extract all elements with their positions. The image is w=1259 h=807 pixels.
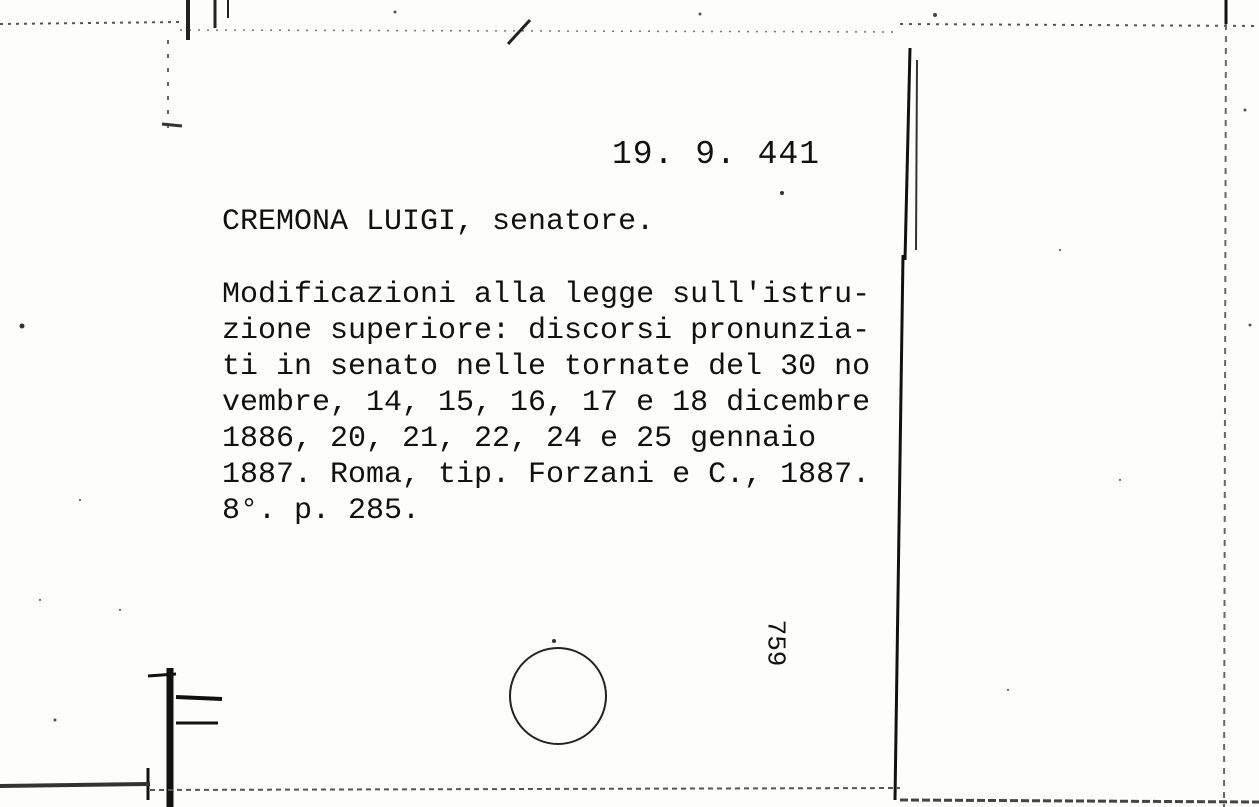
description-line: 1887. Roma, tip. Forzani e C., 1887. (222, 458, 871, 492)
card-vertical-number: 759 (760, 619, 791, 667)
description-line: vembre, 14, 15, 16, 17 e 18 dicembre (222, 386, 871, 420)
description-line: zione superiore: discorsi pronunzia- (222, 314, 871, 348)
description-line: Modificazioni alla legge sull'istru- (222, 278, 871, 312)
card-author-heading: CREMONA LUIGI, senatore. (222, 205, 655, 239)
description-line: ti in senato nelle tornate del 30 no (222, 350, 871, 384)
card-call-number: 19. 9. 441 (612, 136, 821, 173)
card-description (222, 277, 892, 529)
description-line: 8°. p. 285. (222, 494, 421, 528)
description-line: 1886, 20, 21, 22, 24 e 25 gennaio (222, 422, 817, 456)
card-punch-hole (509, 647, 607, 745)
